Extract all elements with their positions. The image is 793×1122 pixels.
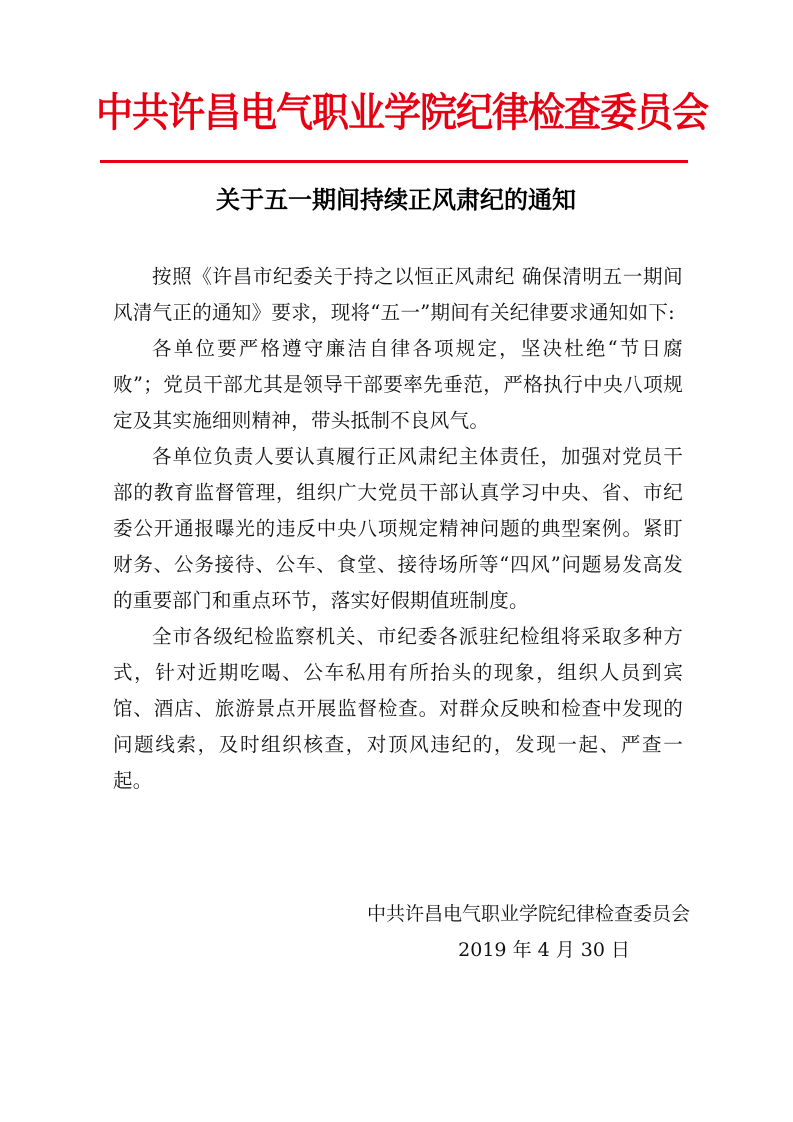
red-divider-rule [100, 160, 688, 163]
document-body [113, 259, 683, 799]
signature-organization: 中共许昌电气职业学院纪律检查委员会 [366, 903, 690, 925]
paragraph-self-discipline: 各单位要严格遵守廉洁自律各项规定，坚决杜绝“节日腐败”；党员干部尤其是领导干部要率先垂范，严格执行中央八项规定及其实施细则精神，带头抵制不良风气。 [113, 337, 683, 432]
paragraph-responsibility: 各单位负责人要认真履行正风肃纪主体责任，加强对党员干部的教育监督管理，组织广大党员干部认真学习中央、省、市纪委公开通报曝光的违反中央八项规定精神问题的典型案例。紧盯财务、公务接待、公车、食堂、接待场所等“四风”问题易发高发的重要部门和重点环节，落实好假期值班制度。 [113, 445, 683, 612]
red-masthead: 中共许昌电气职业学院纪律检查委员会 [96, 88, 708, 136]
document-title: 关于五一期间持续正风肃纪的通知 [216, 186, 576, 214]
signature-date: 2019 年 4 月 30 日 [458, 939, 630, 961]
paragraph-inspection: 全市各级纪检监察机关、市纪委各派驻纪检组将采取多种方式，针对近期吃喝、公车私用有所抬头的现象，组织人员到宾馆、酒店、旅游景点开展监督检查。对群众反映和检查中发现的问题线索，及时组织核查，对顶风违纪的，发现一起、严查一起。 [113, 625, 683, 792]
paragraph-intro: 按照《许昌市纪委关于持之以恒正风肃纪 确保清明五一期间风清气正的通知》要求，现将“五一”期间有关纪律要求通知如下: [113, 265, 683, 324]
